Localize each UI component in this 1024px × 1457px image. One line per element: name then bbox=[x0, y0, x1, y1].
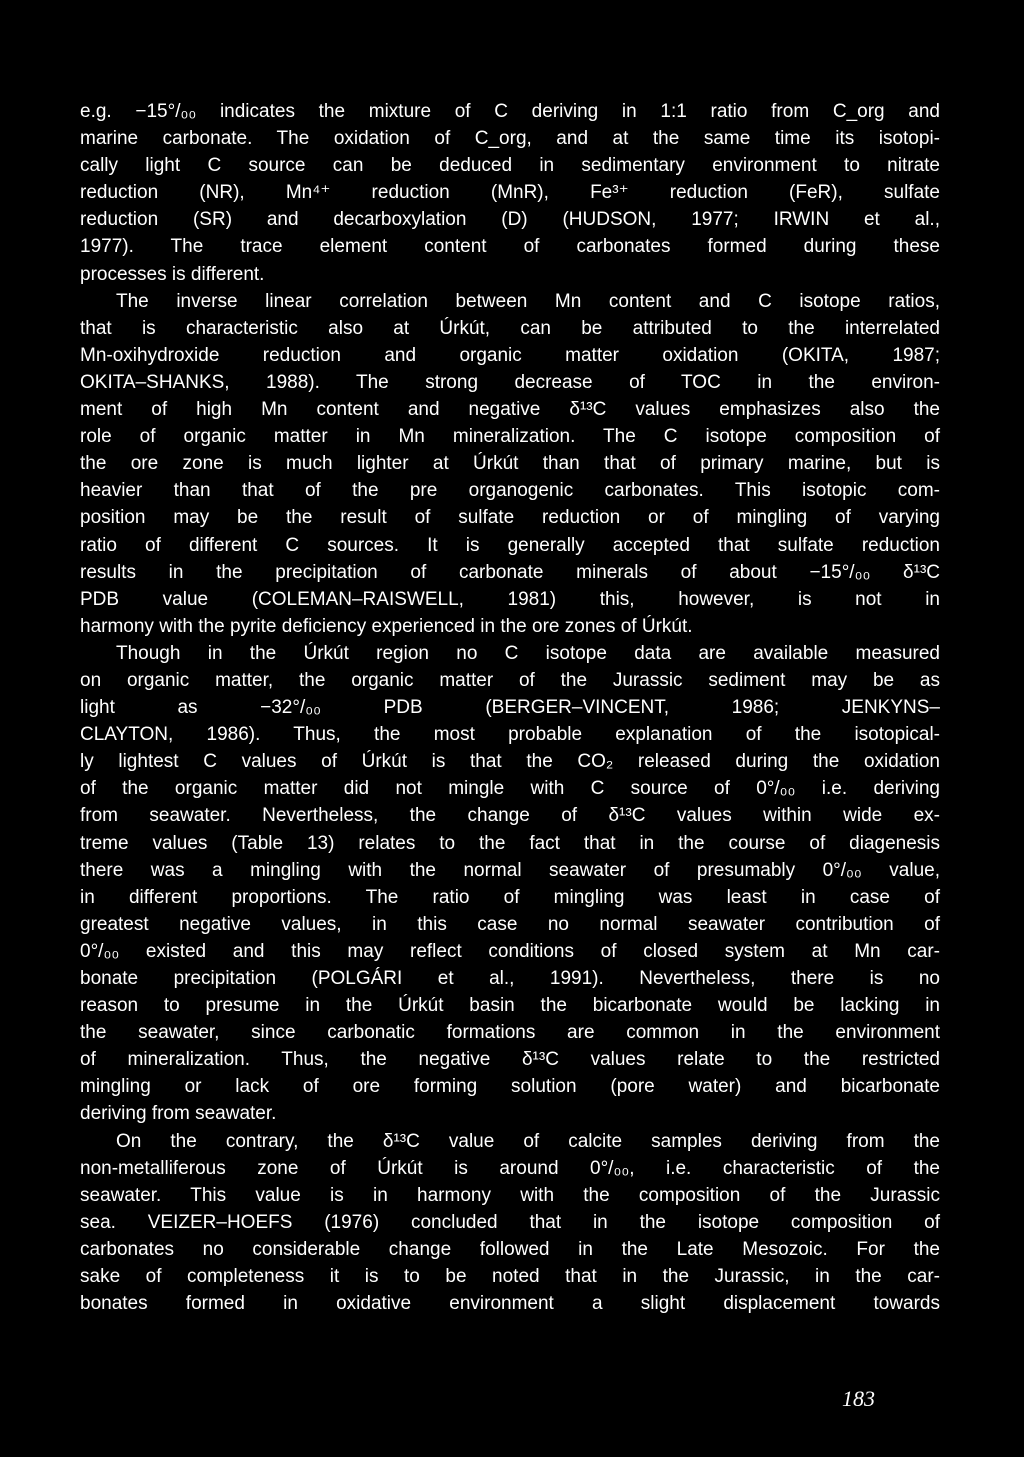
text-line: the ore zone is much lighter at Úrkút than that of primary marine, but is bbox=[80, 453, 940, 475]
text-line: processes is different. bbox=[80, 263, 265, 285]
text-line: reduction (NR), Mn⁴⁺ reduction (MnR), Fe³⁺ reduction (FeR), sulfate bbox=[80, 182, 940, 204]
text-line: sake of completeness it is to be noted that in the Jurassic, in the car- bbox=[80, 1266, 940, 1288]
text-line: ment of high Mn content and negative δ¹³C values emphasizes also the bbox=[80, 399, 940, 421]
text-line: greatest negative values, in this case no normal seawater contribution of bbox=[80, 913, 940, 935]
text-line: reason to presume in the Úrkút basin the bicarbonate would be lacking in bbox=[80, 995, 940, 1017]
text-line: non-metalliferous zone of Úrkút is around 0°/₀₀, i.e. characteristic of the bbox=[80, 1157, 940, 1179]
text-line: bonate precipitation (POLGÁRI et al., 1991). Nevertheless, there is no bbox=[80, 968, 940, 989]
text-line: OKITA–SHANKS, 1988). The strong decrease of TOC in the environ- bbox=[80, 371, 940, 393]
text-line: role of organic matter in Mn mineralization. The C isotope composition of bbox=[80, 426, 940, 448]
text-line: bonates formed in oxidative environment a slight displacement towards bbox=[80, 1293, 940, 1315]
page-number: 183 bbox=[842, 1386, 875, 1411]
text-line: of the organic matter did not mingle with C source of 0°/₀₀ i.e. deriving bbox=[80, 778, 940, 800]
text-line: the seawater, since carbonatic formations are common in the environment bbox=[80, 1022, 940, 1044]
text-line: cally light C source can be deduced in sedimentary environment to nitrate bbox=[80, 155, 940, 177]
text-line: on organic matter, the organic matter of the Jurassic sediment may be as bbox=[80, 669, 940, 691]
text-line: deriving from seawater. bbox=[80, 1103, 277, 1125]
text-line: The inverse linear correlation between Mn content and C isotope ratios, bbox=[116, 290, 940, 312]
text-line: seawater. This value is in harmony with the composition of the Jurassic bbox=[80, 1184, 940, 1206]
text-line: there was a mingling with the normal seawater of presumably 0°/₀₀ value, bbox=[80, 859, 940, 881]
text-line: 1977). The trace element content of carbonates formed during these bbox=[80, 236, 940, 258]
text-line: On the contrary, the δ¹³C value of calcite samples deriving from the bbox=[116, 1130, 940, 1152]
text-line: light as −32°/₀₀ PDB (BERGER–VINCENT, 1986; JENKYNS– bbox=[80, 697, 940, 719]
text-line: sea. VEIZER–HOEFS (1976) concluded that in the isotope composition of bbox=[80, 1211, 940, 1233]
text-line: position may be the result of sulfate reduction or of mingling of varying bbox=[80, 507, 940, 529]
text-line: treme values (Table 13) relates to the fact that in the course of diagenesis bbox=[80, 832, 940, 854]
text-line: mingling or lack of ore forming solution (pore water) and bicarbonate bbox=[80, 1076, 940, 1098]
text-line: PDB value (COLEMAN–RAISWELL, 1981) this, however, is not in bbox=[80, 588, 940, 610]
text-line: e.g. −15°/₀₀ indicates the mixture of C deriving in 1:1 ratio from C_org and bbox=[80, 101, 940, 122]
text-line: 0°/₀₀ existed and this may reflect conditions of closed system at Mn car- bbox=[80, 940, 940, 962]
text-line: Though in the Úrkút region no C isotope data are available measured bbox=[116, 642, 940, 664]
text-line: ly lightest C values of Úrkút is that the CO₂ released during the oxidation bbox=[80, 751, 940, 773]
text-line: carbonates no considerable change followed in the Late Mesozoic. For the bbox=[80, 1238, 940, 1260]
text-line: marine carbonate. The oxidation of C_org, and at the same time its isotopi- bbox=[80, 128, 940, 150]
text-line: from seawater. Nevertheless, the change of δ¹³C values within wide ex- bbox=[80, 805, 940, 827]
text-line: CLAYTON, 1986). Thus, the most probable explanation of the isotopical- bbox=[80, 724, 940, 746]
text-line: in different proportions. The ratio of mingling was least in case of bbox=[80, 886, 940, 908]
text-line: of mineralization. Thus, the negative δ¹³C values relate to the restricted bbox=[80, 1049, 940, 1071]
text-line: reduction (SR) and decarboxylation (D) (HUDSON, 1977; IRWIN et al., bbox=[80, 209, 940, 231]
text-line: heavier than that of the pre organogenic carbonates. This isotopic com- bbox=[80, 480, 940, 502]
page-body bbox=[80, 98, 940, 1317]
text-line: ratio of different C sources. It is generally accepted that sulfate reduction bbox=[80, 534, 940, 556]
text-line: harmony with the pyrite deficiency experienced in the ore zones of Úrkút. bbox=[80, 615, 693, 637]
text-line: that is characteristic also at Úrkút, can be attributed to the interrelated bbox=[80, 317, 940, 339]
text-line: Mn-oxihydroxide reduction and organic matter oxidation (OKITA, 1987; bbox=[80, 344, 940, 366]
text-line: results in the precipitation of carbonate minerals of about −15°/₀₀ δ¹³C bbox=[80, 561, 940, 583]
